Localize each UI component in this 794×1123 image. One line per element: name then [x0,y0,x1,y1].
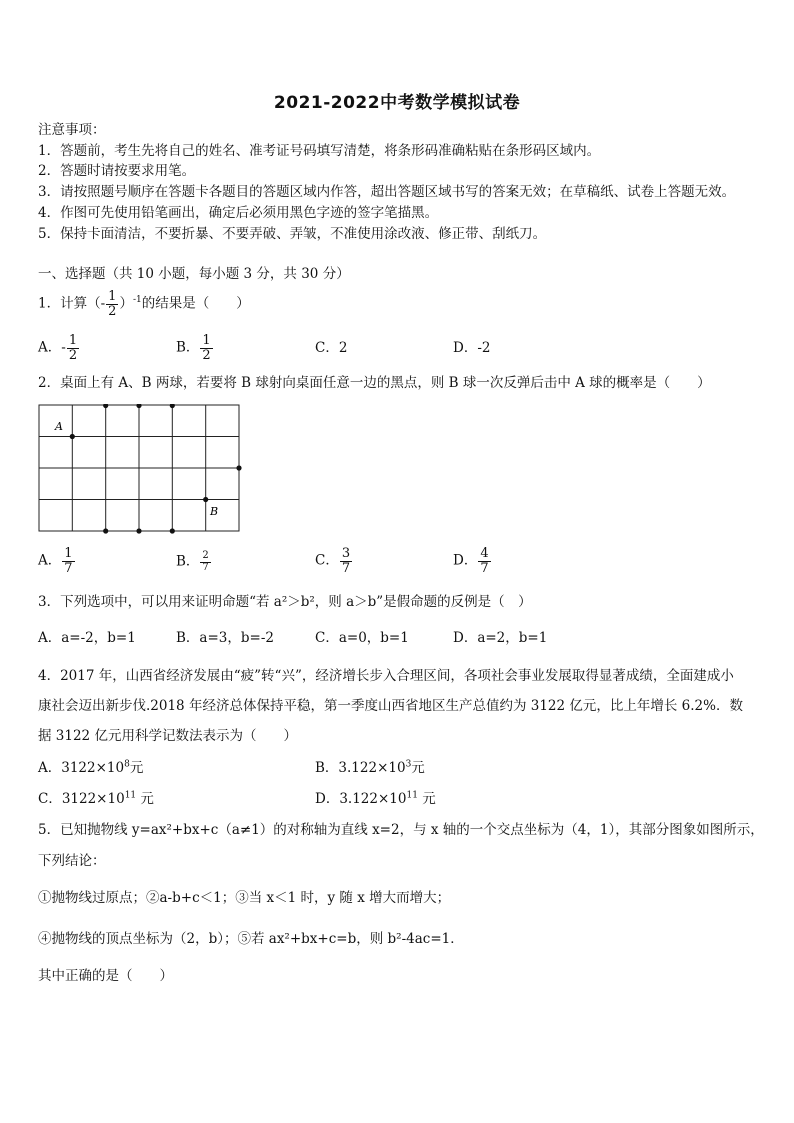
q4-option-c[interactable] [38,789,154,809]
q2-option-c-frac [340,547,352,575]
q3-option-d[interactable]: D．a=2，b=1 [453,630,548,646]
edge-dot [170,528,175,533]
q2-grid-svg [38,404,244,536]
edge-dot [103,528,108,533]
notice-heading: 注意事项： [38,122,106,138]
q1-frac-den: 2 [108,303,117,319]
q2-b-num: 2 [202,550,209,561]
question-5-line-5: 其中正确的是（ ） [38,968,173,984]
q2-d-den: 7 [480,560,489,576]
q1-suffix: 的结果是（ ） [141,295,250,312]
q1-prefix: 1．计算（- [38,295,106,312]
q2-a-den: 7 [64,560,73,576]
q2-option-a-label: A． [38,552,62,569]
q2-option-d-label: D． [453,552,478,569]
q1-option-a-frac [67,334,79,362]
question-5-line-1: 5．已知抛物线 y=ax²+bx+c（a≠1）的对称轴为直线 x=2，与 x 轴的一个交点坐标为（4，1），其部分图象如图所示， [38,822,764,838]
q1-exponent: -1 [132,295,142,306]
edge-dot [103,404,108,408]
q4-option-d[interactable] [315,789,436,809]
notice-item-5: 5．保持卡面清洁，不要折暴、不要弄破、弄皱，不准使用涂改液、修正带、刮纸刀。 [38,226,547,242]
q3-option-a[interactable]: A．a=-2，b=1 [38,630,136,646]
q4-c-exp: 11 [124,790,137,801]
question-5-line-3: ①抛物线过原点；②a-b+c＜1；③当 x＜1 时，y 随 x 增大而增大； [38,890,451,906]
q4-c-unit: 元 [136,791,154,807]
q2-option-b-label: B． [176,553,200,570]
edge-dot [170,404,175,408]
edge-dot [136,404,141,408]
q2-option-b-frac [200,551,210,573]
page-title: 2021-2022中考数学模拟试卷 [273,93,521,113]
q1-option-a[interactable] [38,334,80,362]
question-4-line-3: 据 3122 亿元用科学记数法表示为（ ） [38,728,297,744]
q1-option-b-frac [200,334,212,362]
ball-b-label: B [210,505,219,518]
notice-item-1: 1．答题前，考生先将自己的姓名、准考证号码填写清楚，将条形码准确粘贴在条形码区域内。 [38,143,601,159]
section-heading: 一、选择题（共 10 小题，每小题 3 分，共 30 分） [38,266,350,282]
question-2: 2．桌面上有 A、B 两球，若要将 B 球射向桌面任意一边的黑点，则 B 球一次反弹后击中 A 球的概率是（ ） [38,375,711,391]
q4-d-exp: 11 [406,790,418,801]
q4-a-base: A．3122×10 [38,760,125,776]
q2-option-b[interactable] [176,551,212,573]
q1-frac-num: 1 [108,289,117,304]
q4-b-unit: 元 [411,760,425,776]
edge-dot [236,465,241,470]
question-4-line-1: 4．2017 年，山西省经济发展由“疲”转“兴”，经济增长步入合理区间，各项社会事业发展取得显著成绩，全面建成小 [38,668,734,684]
q2-option-d-frac [478,547,490,575]
question-1 [38,290,250,318]
question-5-line-2: 下列结论： [38,853,106,869]
q1-option-c[interactable]: C．2 [315,340,348,356]
q2-option-a[interactable] [38,547,76,575]
q4-c-base: C．3122×10 [38,791,125,807]
notice-item-4: 4．作图可先使用铅笔画出，确定后必须用黑色字迹的签字笔描黑。 [38,205,439,221]
q3-option-b[interactable]: B．a=3，b=-2 [176,630,274,646]
q4-b-base: B．3.122×10 [315,760,406,776]
q2-c-den: 7 [341,560,351,576]
q4-a-exp: 8 [124,759,130,770]
ball-a-dot [70,434,75,439]
q4-d-unit: 元 [417,791,436,807]
q1-paren: ） [119,295,133,312]
q4-d-base: D．3.122×10 [315,791,407,807]
ball-b-dot [203,497,208,502]
q3-option-c[interactable]: C．a=0，b=1 [315,630,409,646]
q1-option-b-label: B． [176,339,200,356]
notice-item-2: 2．答题时请按要求用笔。 [38,163,196,179]
edge-dot [136,528,141,533]
q4-b-exp: 3 [405,759,412,770]
q2-a-num: 1 [64,546,73,561]
q4-a-unit: 元 [129,760,144,776]
q1-a-num: 1 [68,333,78,348]
notice-item-3: 3．请按照题号顺序在答题卡各题目的答题区域内作答，超出答题区域书写的答案无效；在草稿纸、试卷上答题无效。 [38,184,736,200]
q2-option-c-label: C． [315,552,339,569]
q1-option-b[interactable] [176,334,214,362]
question-5-line-4: ④抛物线的顶点坐标为（2，b）；⑤若 ax²+bx+c=b，则 b²-4ac=1． [38,931,464,947]
question-4-line-2: 康社会迈出新步伐.2018 年经济总体保持平稳，第一季度山西省地区生产总值约为 3122 亿元，比上年增长 6.2%．数 [38,698,743,714]
q1-a-den: 2 [68,347,78,363]
q1-b-den: 2 [202,347,211,363]
q1-fraction [106,290,118,318]
q4-option-b[interactable] [315,758,425,778]
question-3: 3．下列选项中，可以用来证明命题“若 a²＞b²，则 a＞b”是假命题的反例是（ ） [38,594,532,610]
q4-option-a[interactable] [38,758,143,778]
q2-b-den: 7 [202,561,209,573]
ball-a-label: A [55,420,63,433]
q2-table-grid-figure [38,404,244,536]
q2-c-num: 3 [341,546,351,561]
q1-b-num: 1 [202,333,211,348]
q2-option-c[interactable] [315,547,353,575]
q1-option-a-label: A．- [38,339,66,356]
q2-option-d[interactable] [453,547,492,575]
q2-option-a-frac [62,547,74,575]
q1-option-d[interactable]: D．-2 [453,340,491,356]
q2-d-num: 4 [480,546,489,561]
